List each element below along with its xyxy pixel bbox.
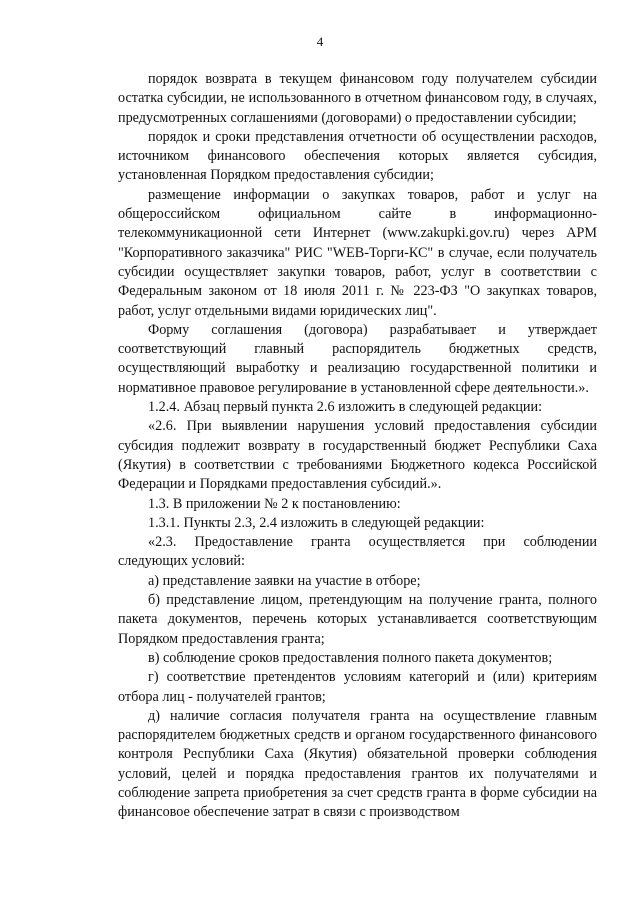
paragraph: порядок и сроки представления отчетности об осуществлении расходов, источником финансового обеспечения которых является субсидия, установленная Порядком предоставления субсидии; bbox=[118, 128, 597, 184]
paragraph: д) наличие согласия получателя гранта на осуществление главным распорядителем бюджетных средств и органом государственного финансового контроля Республики Саха (Якутия) обязательной проверки соблюдения условий, целей и порядка предоставления грантов их получателями и соблюдение запрета приобретения за счет средств гранта в форме субсидии на финансовое обеспечение затрат в связи с производством bbox=[118, 707, 597, 821]
paragraph: «2.6. При выявлении нарушения условий предоставления субсидии субсидия подлежит возврату в государственный бюджет Республики Саха (Якутия) в соответствии с требованиями Бюджетного кодекса Российской Федерации и Порядками предоставления субсидий.». bbox=[118, 418, 597, 493]
paragraph: в) соблюдение сроков предоставления полного пакета документов; bbox=[148, 649, 553, 666]
paragraph: 1.3. В приложении № 2 к постановлению: bbox=[148, 495, 401, 512]
paragraph: 1.2.4. Абзац первый пункта 2.6 изложить в следующей редакции: bbox=[148, 399, 543, 416]
paragraph: г) соответствие претендентов условиям категорий и (или) критериям отбора лиц - получателей грантов; bbox=[118, 669, 597, 705]
paragraph: порядок возврата в текущем финансовом году получателем субсидии остатка субсидии, не использованного в отчетном финансовом году, в случаях, предусмотренных соглашениями (договорами) о предоставлении субсидии; bbox=[118, 71, 597, 126]
paragraph: Форму соглашения (договора) разрабатывает и утверждает соответствующий главный распорядитель бюджетных средств, осуществляющий выработку и реализацию государственной политики и нормативное правовое регулирование в установленной сфере деятельности.». bbox=[118, 321, 597, 396]
document-body bbox=[118, 70, 597, 823]
paragraph: 1.3.1. Пункты 2.3, 2.4 изложить в следующей редакции: bbox=[148, 514, 485, 531]
paragraph: б) представление лицом, претендующим на получение гранта, полного пакета документов, перечень которых устанавливается соответствующим Порядком предоставления гранта; bbox=[118, 592, 597, 647]
paragraph: «2.3. Предоставление гранта осуществляется при соблюдении следующих условий: bbox=[118, 534, 597, 570]
paragraph: размещение информации о закупках товаров, работ и услуг на общероссийском официальном сайте в информационно-телекоммуникационной сети Интернет (www.zakupki.gov.ru) через АРМ "Корпоративного заказчика" РИС "WEB-Торги-КС" в случае, если получатель субсидии осуществляет закупки товаров, работ, услуг в соответствии с Федеральным законом от 18 июля 2011 г. № 223-ФЗ "О закупках товаров, работ, услуг отдельными видами юридических лиц". bbox=[118, 186, 597, 319]
page-number: 4 bbox=[316, 34, 324, 49]
paragraph: а) представление заявки на участие в отборе; bbox=[148, 572, 421, 589]
